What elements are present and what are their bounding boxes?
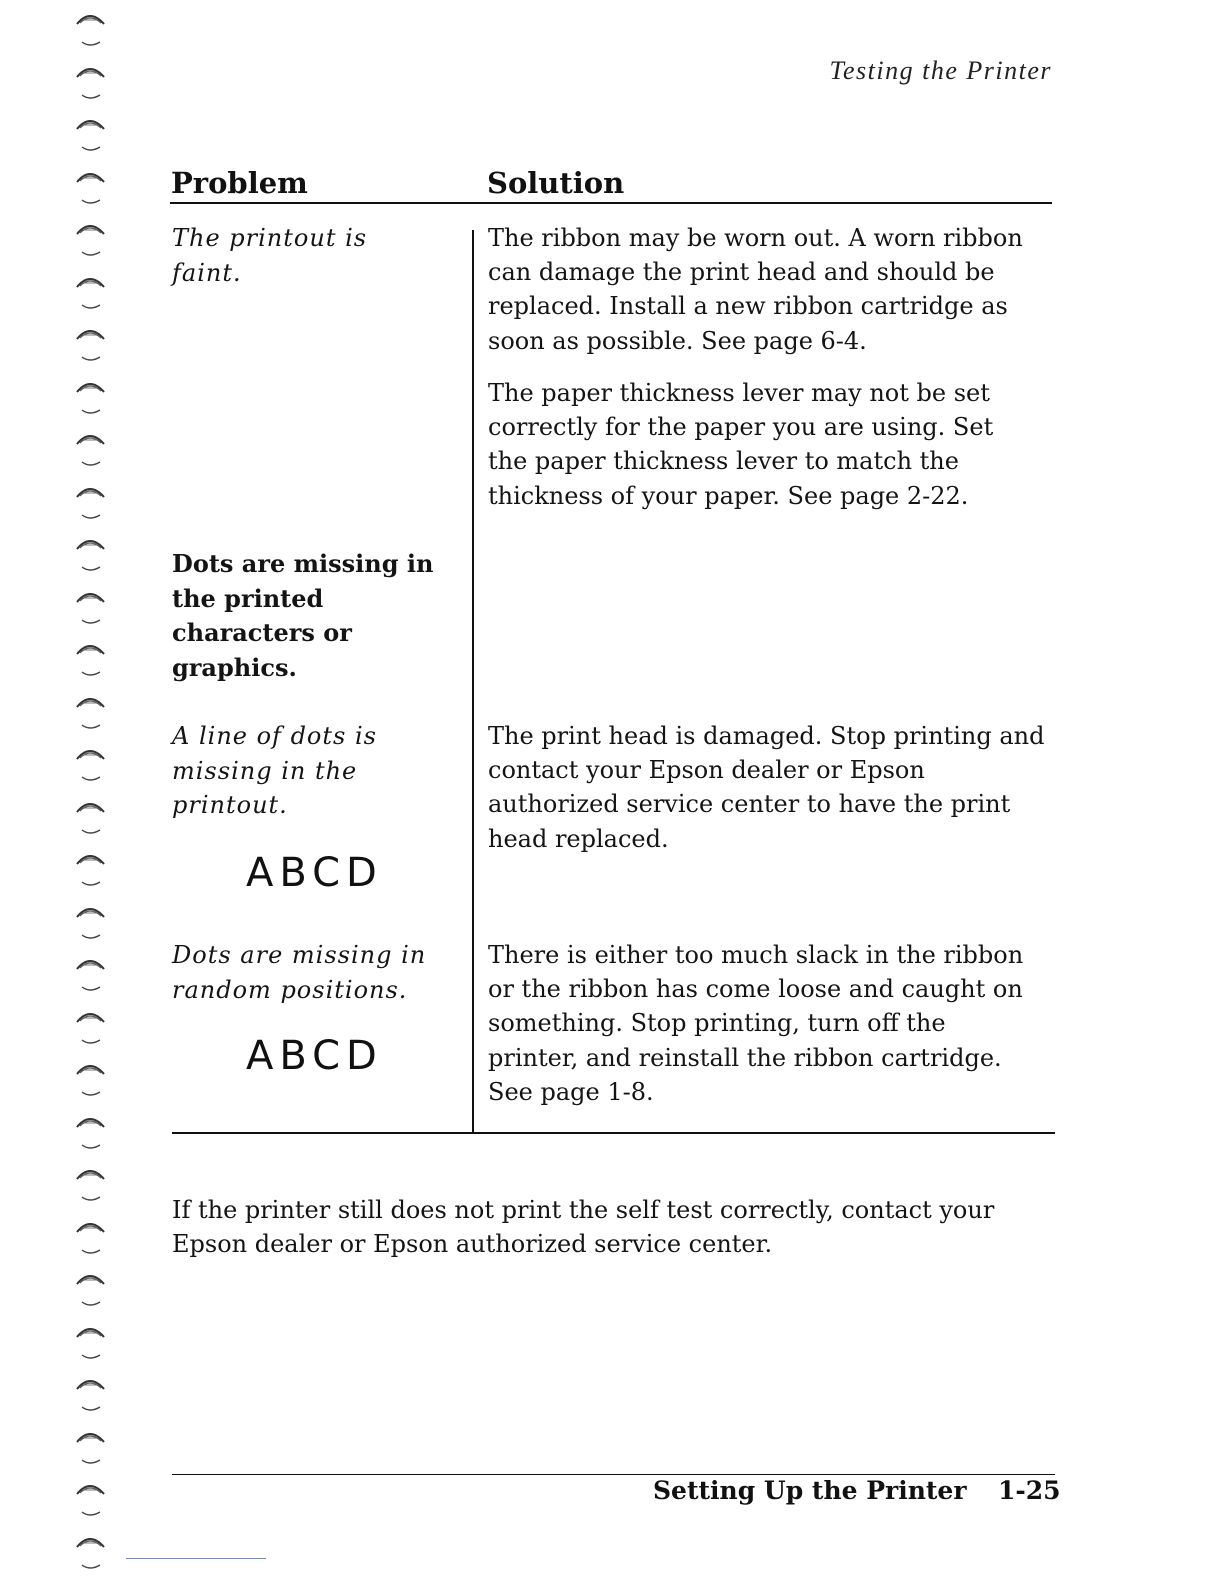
spiral-ring-icon — [74, 897, 108, 949]
spiral-ring-icon — [74, 529, 108, 581]
solution-ribbon-slack: There is either too much slack in the ribbon or the ribbon has come loose and caught on something. Stop printing, turn off the printer, and reinstall the ribbon cartridge. See page 1-8. — [488, 941, 1024, 1106]
sample-print-random-missing: ABCD — [246, 1033, 383, 1079]
spiral-ring-icon — [74, 162, 108, 214]
spiral-ring-icon — [74, 267, 108, 319]
footer-page-number: 1-25 — [998, 1476, 1061, 1505]
spiral-ring-icon — [74, 687, 108, 739]
spiral-ring-icon — [74, 1527, 108, 1579]
problem-faint-printout: The printout is faint. — [172, 224, 368, 287]
spiral-ring-icon — [74, 1474, 108, 1526]
spiral-ring-icon — [74, 582, 108, 634]
spiral-ring-icon — [74, 949, 108, 1001]
spiral-binding — [74, 0, 114, 1584]
closing-note: If the printer still does not print the self test correctly, contact your Epson dealer or Epson authorized service center. — [172, 1196, 995, 1259]
spiral-ring-icon — [74, 109, 108, 161]
spiral-ring-icon — [74, 57, 108, 109]
sample-print-line-missing: ABCD — [246, 850, 383, 896]
spiral-ring-icon — [74, 1002, 108, 1054]
spiral-ring-icon — [74, 844, 108, 896]
scan-edge-mark — [126, 1558, 266, 1559]
footer-rule — [172, 1474, 1055, 1475]
spiral-ring-icon — [74, 1317, 108, 1369]
solution-worn-ribbon: The ribbon may be worn out. A worn ribbon can damage the print head and should be replaced. Install a new ribbon cartridge as soon as possible. See page 6-4. — [488, 224, 1023, 355]
spiral-ring-icon — [74, 1264, 108, 1316]
solution-thickness-lever: The paper thickness lever may not be set correctly for the paper you are using. Set the paper thickness lever to match the thickness of your paper. See page 2-22. — [488, 379, 994, 510]
column-divider — [472, 230, 474, 1134]
footer-section-title: Setting Up the Printer — [653, 1476, 967, 1505]
spiral-ring-icon — [74, 424, 108, 476]
spiral-ring-icon — [74, 1422, 108, 1474]
table-bottom-rule — [172, 1132, 1055, 1134]
spiral-ring-icon — [74, 372, 108, 424]
spiral-ring-icon — [74, 477, 108, 529]
spiral-ring-icon — [74, 1054, 108, 1106]
problem-line-of-dots-missing: A line of dots is missing in the printout. — [172, 722, 377, 819]
solution-column-header: Solution — [487, 166, 625, 200]
solution-print-head-damaged: The print head is damaged. Stop printing and contact your Epson dealer or Epson authorized service center to have the print head replaced. — [488, 722, 1045, 853]
spiral-ring-icon — [74, 792, 108, 844]
problem-column-header: Problem — [171, 166, 308, 200]
problem-random-dots-missing: Dots are missing in random positions. — [172, 941, 427, 1004]
running-head: Testing the Printer — [829, 56, 1052, 85]
spiral-ring-icon — [74, 214, 108, 266]
spiral-ring-icon — [74, 1212, 108, 1264]
spiral-ring-icon — [74, 634, 108, 686]
spiral-ring-icon — [74, 4, 108, 56]
section-heading-missing-dots: Dots are missing in the printed characters or graphics. — [172, 549, 434, 682]
spiral-ring-icon — [74, 1107, 108, 1159]
spiral-ring-icon — [74, 739, 108, 791]
spiral-ring-icon — [74, 1159, 108, 1211]
spiral-ring-icon — [74, 1369, 108, 1421]
header-rule — [170, 202, 1052, 204]
spiral-ring-icon — [74, 319, 108, 371]
